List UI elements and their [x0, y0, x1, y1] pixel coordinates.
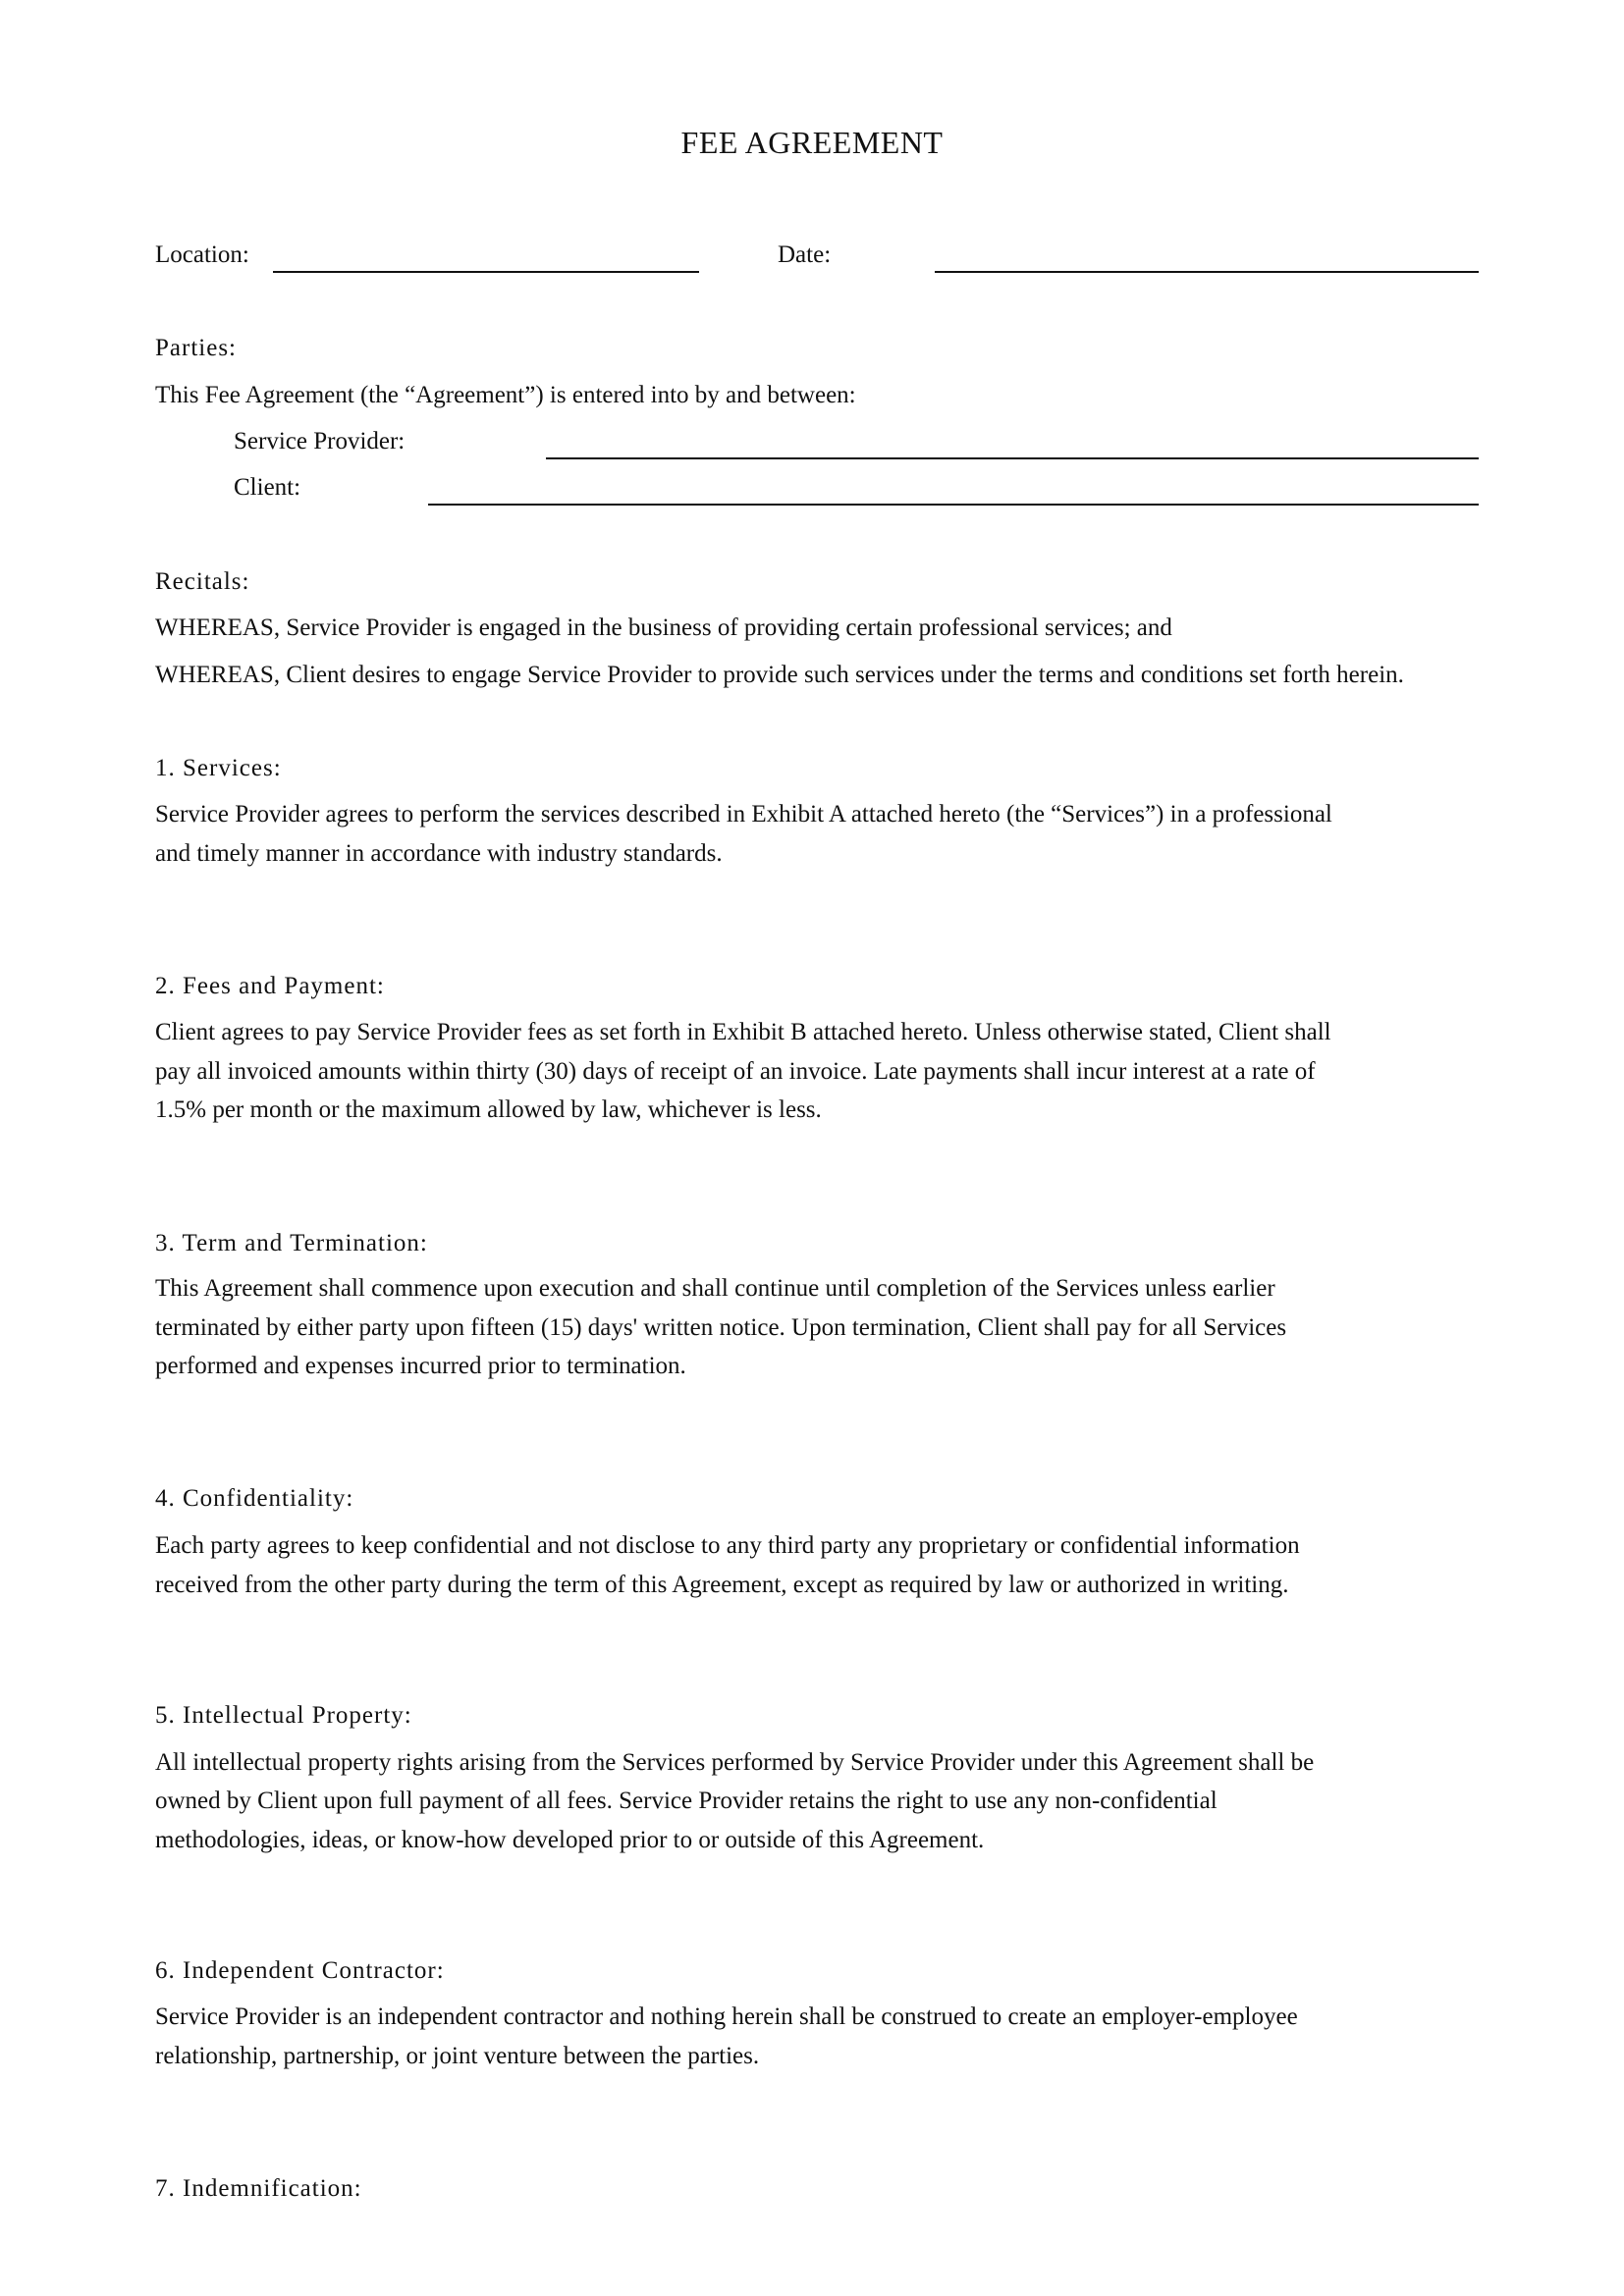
- section-2-line: Client agrees to pay Service Provider fees as set forth in Exhibit B attached hereto. Unless otherwise stated, Client shall: [155, 1019, 1331, 1045]
- section-5-line: All intellectual property rights arising from the Services performed by Service Provider under this Agreement shall be: [155, 1749, 1315, 1776]
- section-1-line: Service Provider agrees to perform the services described in Exhibit A attached hereto (the “Services”) in a professional: [155, 801, 1332, 828]
- client-underline: [428, 504, 1479, 506]
- section-4-line: Each party agrees to keep confidential and not disclose to any third party any proprietary or confidential information: [155, 1532, 1300, 1559]
- section-5-heading: 5. Intellectual Property:: [155, 1702, 412, 1729]
- section-5-line: owned by Client upon full payment of all fees. Service Provider retains the right to use any non-confidential: [155, 1788, 1218, 1814]
- parties-heading: Parties:: [155, 335, 237, 361]
- section-3-line: terminated by either party upon fifteen (15) days' written notice. Upon termination, Client shall pay for all Services: [155, 1314, 1287, 1341]
- document-title: FEE AGREEMENT: [680, 125, 944, 160]
- section-5-line: methodologies, ideas, or know-how developed prior to or outside of this Agreement.: [155, 1827, 985, 1853]
- client-label: Client:: [234, 474, 301, 501]
- section-4-heading: 4. Confidentiality:: [155, 1485, 354, 1512]
- recitals-heading: Recitals:: [155, 568, 250, 595]
- date-underline: [935, 271, 1479, 273]
- date-label: Date:: [778, 241, 832, 268]
- parties-intro: This Fee Agreement (the “Agreement”) is entered into by and between:: [155, 382, 856, 408]
- section-2-line: pay all invoiced amounts within thirty (30) days of receipt of an invoice. Late payments shall incur interest at a rate of: [155, 1058, 1316, 1085]
- section-3-heading: 3. Term and Termination:: [155, 1230, 428, 1256]
- section-3-line: performed and expenses incurred prior to termination.: [155, 1353, 686, 1379]
- section-6-line: Service Provider is an independent contractor and nothing herein shall be construed to create an employer-employee: [155, 2003, 1298, 2030]
- recital-line-1: WHEREAS, Service Provider is engaged in the business of providing certain professional services; and: [155, 614, 1172, 641]
- section-1-heading: 1. Services:: [155, 755, 282, 781]
- recital-line-2: WHEREAS, Client desires to engage Service Provider to provide such services under the terms and conditions set forth herein.: [155, 662, 1404, 688]
- section-6-line: relationship, partnership, or joint venture between the parties.: [155, 2043, 760, 2069]
- service-provider-underline: [546, 457, 1479, 459]
- section-1-line: and timely manner in accordance with industry standards.: [155, 840, 723, 867]
- service-provider-label: Service Provider:: [234, 428, 406, 454]
- location-underline: [273, 271, 699, 273]
- location-label: Location:: [155, 241, 249, 268]
- section-4-line: received from the other party during the term of this Agreement, except as required by law or authorized in writing.: [155, 1572, 1289, 1598]
- section-2-line: 1.5% per month or the maximum allowed by law, whichever is less.: [155, 1096, 822, 1123]
- section-7-heading: 7. Indemnification:: [155, 2175, 362, 2202]
- section-6-heading: 6. Independent Contractor:: [155, 1957, 445, 1984]
- section-3-line: This Agreement shall commence upon execution and shall continue until completion of the Services unless earlier: [155, 1275, 1275, 1302]
- section-2-heading: 2. Fees and Payment:: [155, 973, 385, 999]
